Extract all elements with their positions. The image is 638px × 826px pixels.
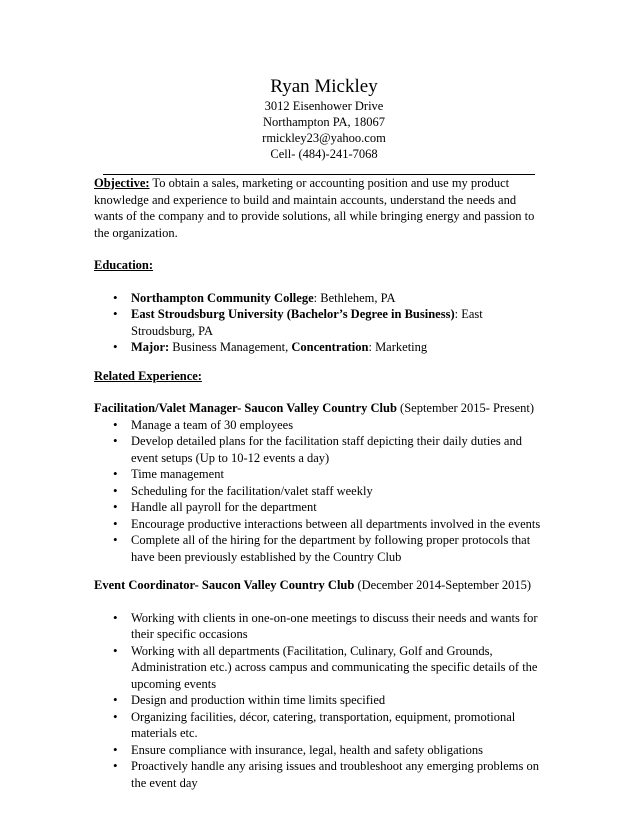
- education-school: Northampton Community College: [131, 290, 314, 305]
- address-line-1: 3012 Eisenhower Drive: [264, 99, 384, 113]
- duty-item: • Proactively handle any arising issues and troubleshoot any emerging problems on the event day: [94, 758, 544, 791]
- duty-item: • Complete all of the hiring for the department by following proper protocols that have been previously established by the Country Club: [94, 532, 544, 565]
- major-label: Major:: [131, 340, 170, 354]
- duty-item: • Encourage productive interactions between all departments involved in the events: [94, 516, 544, 533]
- concentration-label: Concentration: [291, 340, 369, 354]
- major-value: Business Management,: [169, 340, 292, 354]
- duty-item: • Ensure compliance with insurance, legal, health and safety obligations: [94, 742, 544, 759]
- objective-label: Objective:: [94, 176, 150, 190]
- duty-item: • Handle all payroll for the department: [94, 499, 544, 516]
- education-item: [94, 290, 544, 307]
- education-heading: Education:: [94, 258, 154, 272]
- objective-text: To obtain a sales, marketing or accounting position and use my product knowledge and experience to build and maintain accounts, understand the needs and wants of the company and to provide solutions, all while bringing energy and passion to the organization.: [94, 176, 535, 240]
- job-title-line: [94, 577, 544, 594]
- phone-number: Cell- (484)-241-7068: [270, 147, 378, 161]
- education-list: [94, 290, 544, 356]
- email-address: rmickley23@yahoo.com: [262, 131, 386, 145]
- duty-item: • Design and production within time limits specified: [94, 692, 544, 709]
- job-duties-list: [94, 610, 544, 792]
- objective-paragraph: [94, 175, 544, 241]
- education-location: : East Stroudsburg, PA: [131, 307, 483, 338]
- education-location: : Bethlehem, PA: [313, 290, 396, 305]
- duty-item: • Working with clients in one-on-one meetings to discuss their needs and wants for their specific occasions: [94, 610, 544, 643]
- duty-item: • Scheduling for the facilitation/valet staff weekly: [94, 483, 544, 500]
- resume-body: [94, 175, 544, 791]
- job-title: Facilitation/Valet Manager- Saucon Valley Country Club: [94, 401, 397, 415]
- education-school: East Stroudsburg University (Bachelor’s Degree in Business): [131, 307, 455, 321]
- duty-item: • Manage a team of 30 employees: [94, 417, 544, 434]
- job-title: Event Coordinator- Saucon Valley Country Club: [94, 578, 355, 592]
- duty-item: • Develop detailed plans for the facilitation staff depicting their daily duties and event setups (Up to 10-12 events a day): [94, 433, 544, 466]
- resume-header: [0, 76, 638, 162]
- job-dates: (September 2015- Present): [396, 401, 535, 415]
- job-duties-list: [94, 417, 544, 566]
- concentration-value: : Marketing: [368, 340, 428, 354]
- address-line-2: Northampton PA, 18067: [262, 115, 386, 129]
- job-dates: (December 2014-September 2015): [354, 578, 532, 592]
- education-item: [94, 306, 544, 339]
- education-item: [94, 339, 544, 356]
- duty-item: • Time management: [94, 466, 544, 483]
- duty-item: • Working with all departments (Facilitation, Culinary, Golf and Grounds, Administration etc.) across campus and communicating the specific details of the upcoming events: [94, 643, 544, 693]
- duty-item: • Organizing facilities, décor, catering, transportation, equipment, promotional materials etc.: [94, 709, 544, 742]
- applicant-name: Ryan Mickley: [270, 76, 378, 97]
- job-title-line: [94, 400, 544, 417]
- experience-heading: Related Experience:: [94, 368, 202, 383]
